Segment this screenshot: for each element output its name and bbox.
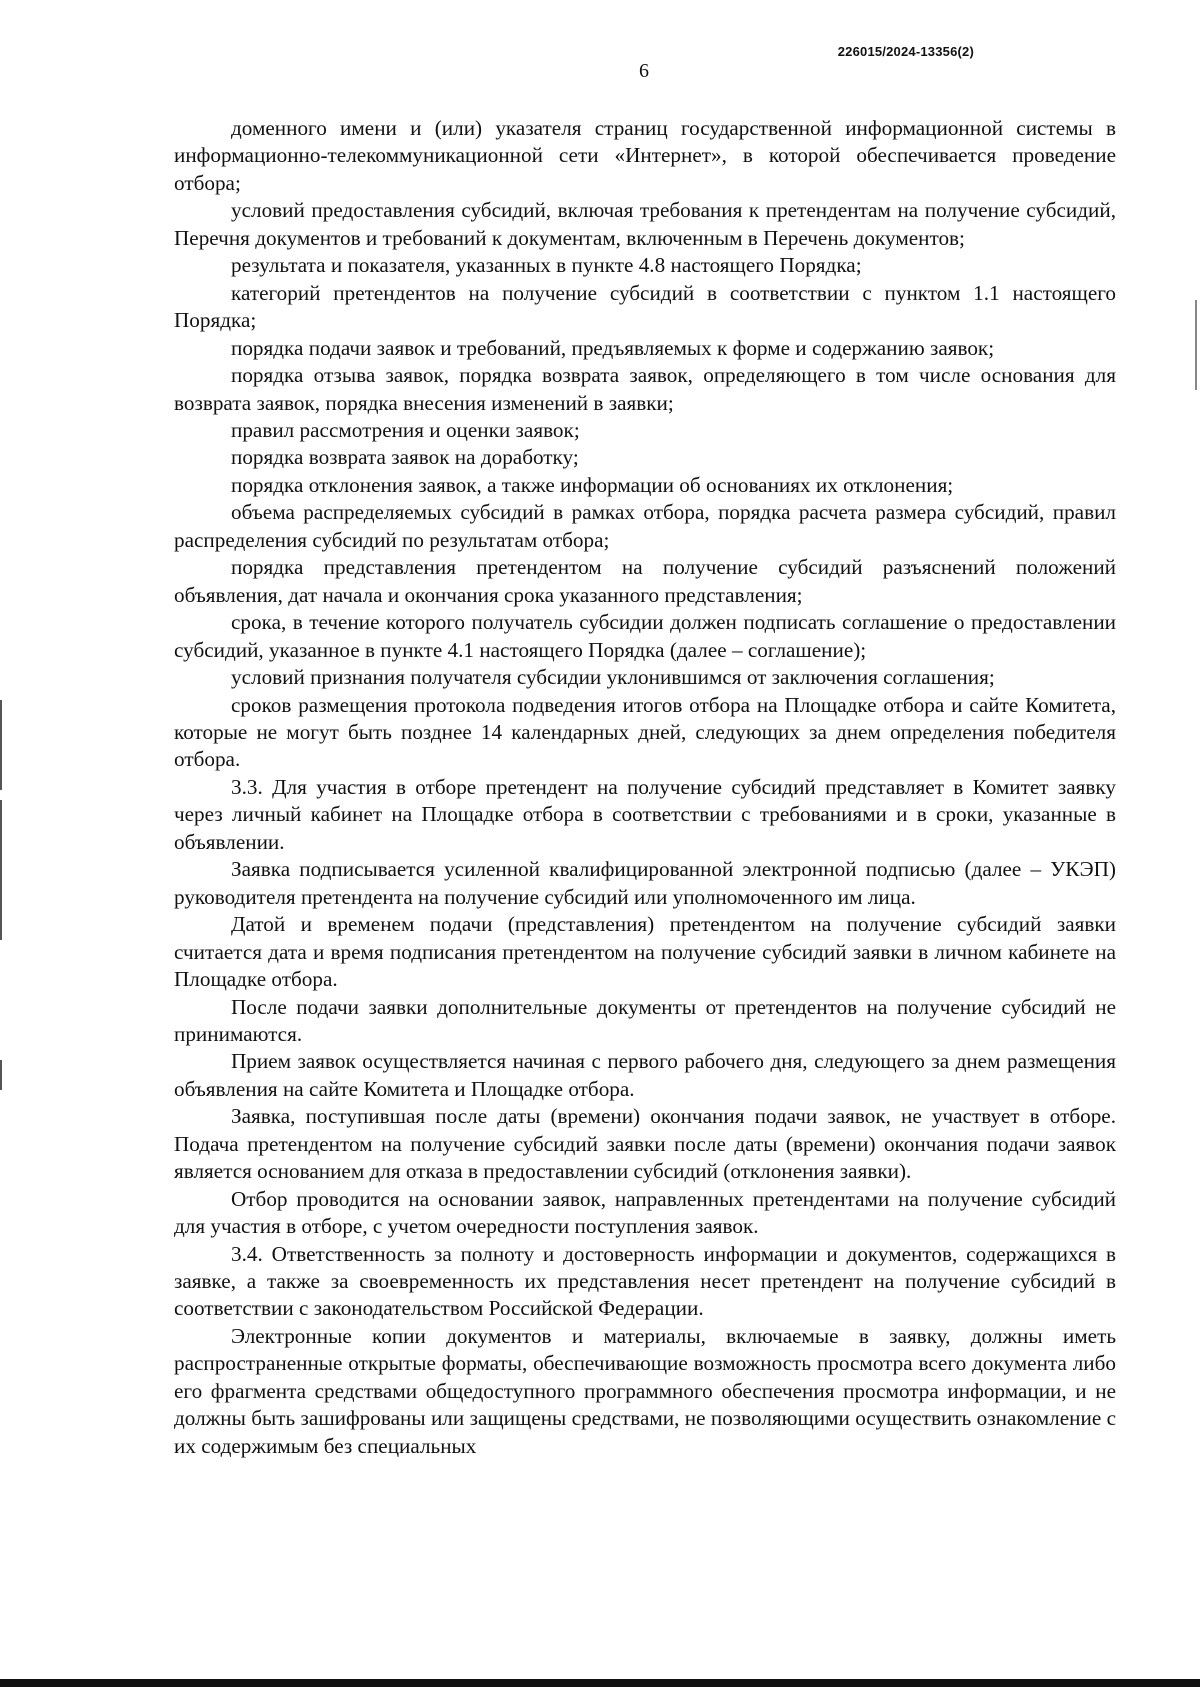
scan-edge-mark [0,700,2,790]
scan-edge-mark [0,800,2,940]
paragraph: условий предоставления субсидий, включая требования к претендентам на получение субсидий, Перечня документов и требований к документам, включенным в Перечень документов; [174,198,1116,250]
scan-edge-mark [1195,300,1197,390]
paragraph: сроков размещения протокола подведения итогов отбора на Площадке отбора и сайте Комитета, которые не могут быть позднее 14 календарных дней, следующих за днем определения победителя отбора. [174,692,1116,772]
page-number: 6 [639,60,649,82]
paragraph: порядка возврата заявок на доработку; [231,445,579,470]
paragraph: Прием заявок осуществляется начиная с первого рабочего дня, следующего за днем размещения объявления на сайте Комитета и Площадке отбора. [174,1049,1116,1101]
paragraph: порядка подачи заявок и требований, предъявляемых к форме и содержанию заявок; [231,335,995,360]
scan-edge-mark [0,1060,2,1090]
paragraph: Отбор проводится на основании заявок, направленных претендентами на получение субсидий для участия в отборе, с учетом очередности поступления заявок. [174,1186,1116,1239]
paragraph: порядка отклонения заявок, а также информации об основаниях их отклонения; [231,472,954,497]
paragraph: Заявка подписывается усиленной квалифицированной электронной подписью (далее – УКЭП) руководителя претендента на получение субсидий или уполномоченного им лица. [174,857,1116,909]
document-registration-number: 226015/2024-13356(2) [837,44,974,59]
paragraph: доменного имени и (или) указателя страниц государственной информационной системы в информационно-телекоммуникационной сети «Интернет», в которой обеспечивается проведение отбора; [174,116,1116,195]
paragraph: объема распределяемых субсидий в рамках отбора, порядка расчета размера субсидий, правил распределения субсидий по результатам отбора; [174,500,1116,552]
paragraph: После подачи заявки дополнительные документы от претендентов на получение субсидий не принимаются. [174,994,1116,1046]
section-3-3-paragraph: 3.3. Для участия в отборе претендент на получение субсидий представляет в Комитет заявку через личный кабинет на Площадке отбора в соответствии с требованиями и в сроки, указанные в объявлении. [174,774,1116,854]
paragraph: Электронные копии документов и материалы, включаемые в заявку, должны иметь распространенные открытые форматы, обеспечивающие возможность просмотра всего документа либо его фрагмента средствами общедоступного программного обеспечения просмотра информации, и не должны быть зашифрованы или защищены средствами, не позволяющими осуществить ознакомление с их содержимым без специальных [174,1323,1116,1458]
paragraph: категорий претендентов на получение субсидий в соответствии с пунктом 1.1 настоящего Порядка; [174,280,1116,333]
paragraph: порядка отзыва заявок, порядка возврата заявок, определяющего в том числе основания для возврата заявок, порядка внесения изменений в заявки; [174,363,1116,415]
paragraph: порядка представления претендентом на получение субсидий разъяснений положений объявления, дат начала и окончания срока указанного представления; [174,555,1116,607]
paragraph: Заявка, поступившая после даты (времени) окончания подачи заявок, не участвует в отборе. Подача претендентом на получение субсидий заявки после даты (времени) окончания подачи заявок является основанием для отказа в предоставлении субсидий (отклонения заявки). [174,1104,1116,1184]
section-3-4-paragraph: 3.4. Ответственность за полноту и достоверность информации и документов, содержащихся в заявке, а также за своевременность их представления несет претендент на получение субсидий в соответствии с законодательством Российской Федерации. [174,1241,1116,1321]
paragraph: Датой и временем подачи (представления) претендентом на получение субсидий заявки считается дата и время подписания претендентом на получение субсидий заявки в личном кабинете на Площадке отбора. [174,912,1116,992]
paragraph: условий признания получателя субсидии уклонившимся от заключения соглашения; [231,665,995,690]
document-body [174,115,1116,1460]
paragraph: правил рассмотрения и оценки заявок; [231,417,580,442]
scan-bottom-edge [0,1679,1200,1687]
paragraph: срока, в течение которого получатель субсидии должен подписать соглашение о предоставлении субсидий, указанное в пункте 4.1 настоящего Порядка (далее – соглашение); [174,610,1116,662]
paragraph: результата и показателя, указанных в пункте 4.8 настоящего Порядка; [231,253,862,278]
